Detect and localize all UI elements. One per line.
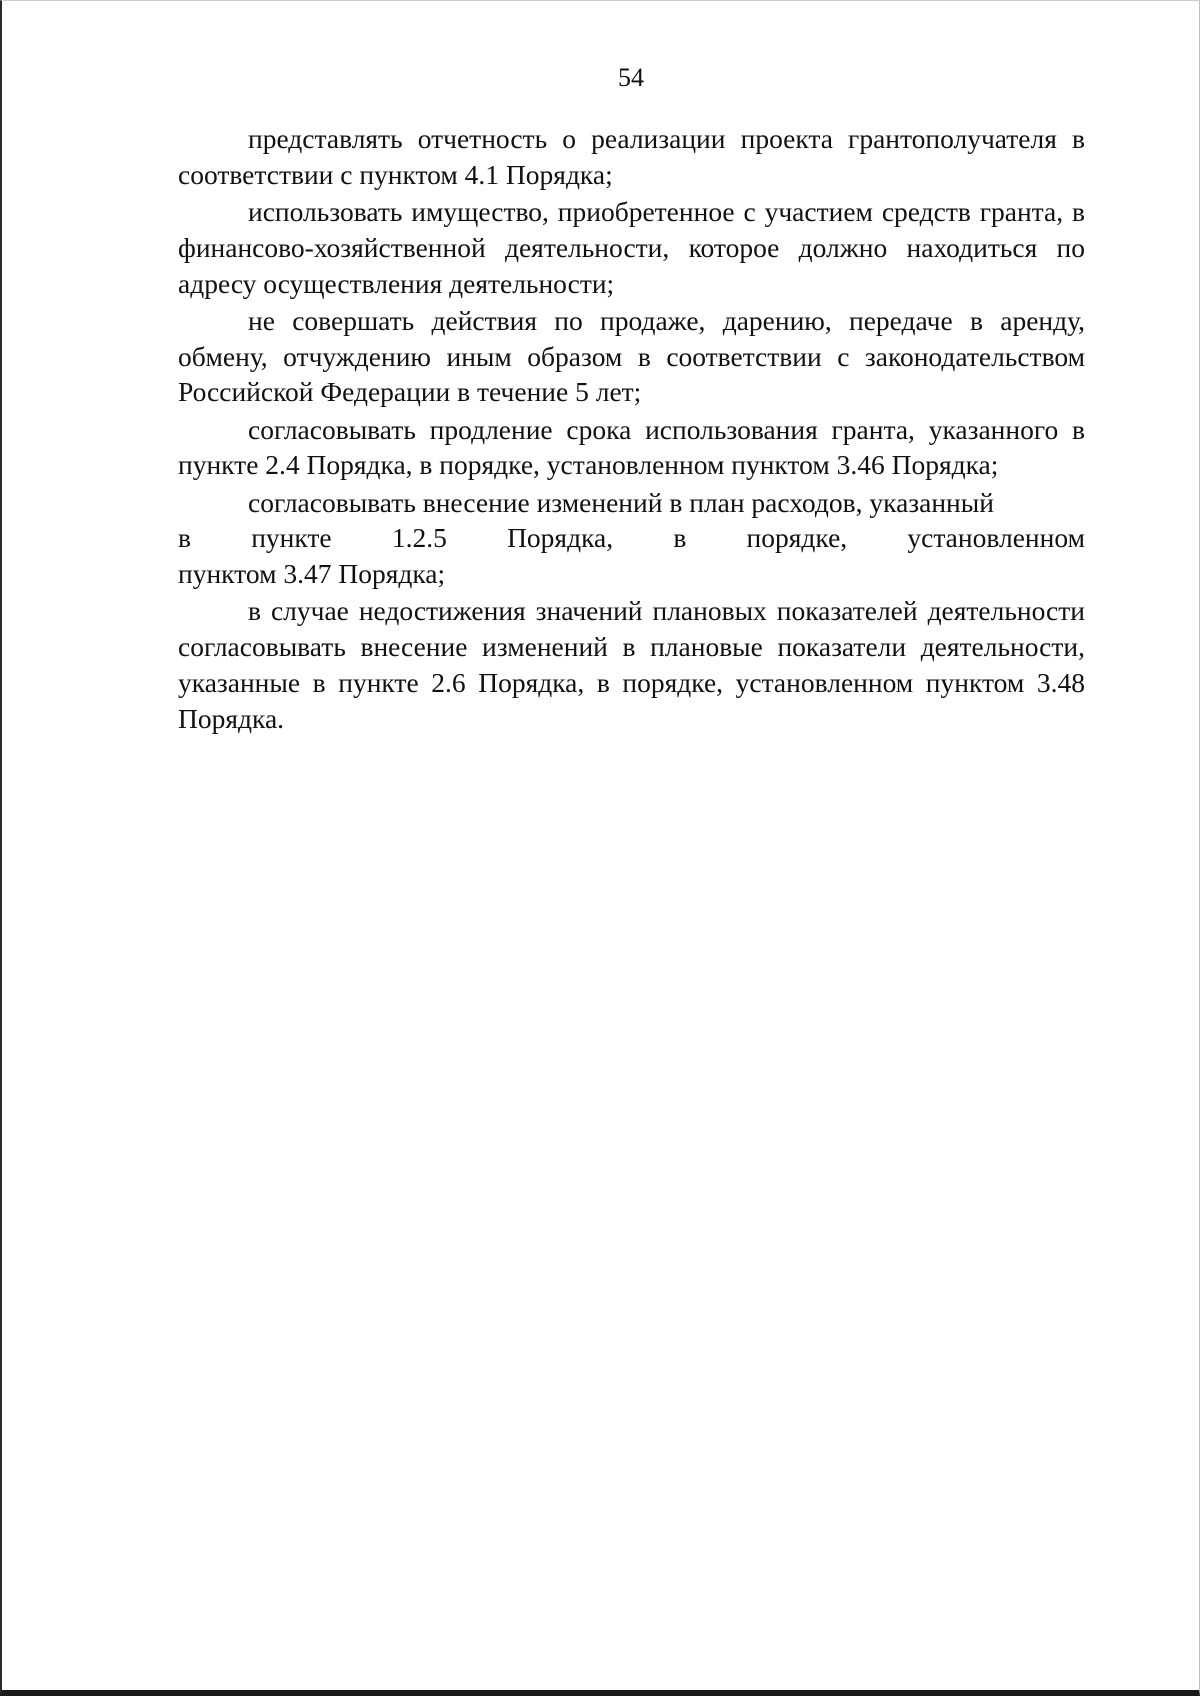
paragraph-term-extension: согласовывать продление срока использования гранта, указанного в пункте 2.4 Порядка, в порядке, установленном пунктом 3.46 Порядка; <box>178 413 1085 481</box>
paragraph-expense-plan-line-1: согласовывать внесение изменений в план расходов, указанный <box>248 486 994 518</box>
spread-word: пункте <box>251 522 332 554</box>
spread-word: Порядка, <box>507 522 614 554</box>
paragraph-expense-plan-line-2 <box>178 520 1085 556</box>
paragraph-property-use: использовать имущество, приобретенное с участием средств гранта, в финансово-хозяйственной деятельности, которое должно находиться по адресу осуществления деятельности; <box>178 195 1085 299</box>
paragraph-reporting: представлять отчетность о реализации проекта грантополучателя в соответствии с пунктом 4.1 Порядка; <box>178 123 1085 190</box>
paragraph-disposal-restriction: не совершать действия по продаже, дарению, передаче в аренду, обмену, отчуждению иным образом в соответствии с законодательством Российской Федерации в течение 5 лет; <box>178 304 1085 408</box>
spread-word: в <box>178 522 191 554</box>
spread-word: 1.2.5 <box>391 522 447 554</box>
page-number: 54 <box>618 63 644 92</box>
paragraph-expense-plan <box>178 485 1085 592</box>
paragraph-indicators: в случае недостижения значений плановых показателей деятельности согласовывать внесение изменений в плановые показатели деятельности, указанные в пункте 2.6 Порядка, в порядке, установленном пунктом 3.48 Порядка. <box>178 595 1085 734</box>
spread-word: в <box>673 522 687 554</box>
spread-word: порядке, <box>746 522 848 554</box>
spread-word: установленном <box>907 522 1085 554</box>
paragraph-expense-plan-line-3: пунктом 3.47 Порядка; <box>178 558 446 590</box>
document-body <box>178 121 1085 738</box>
